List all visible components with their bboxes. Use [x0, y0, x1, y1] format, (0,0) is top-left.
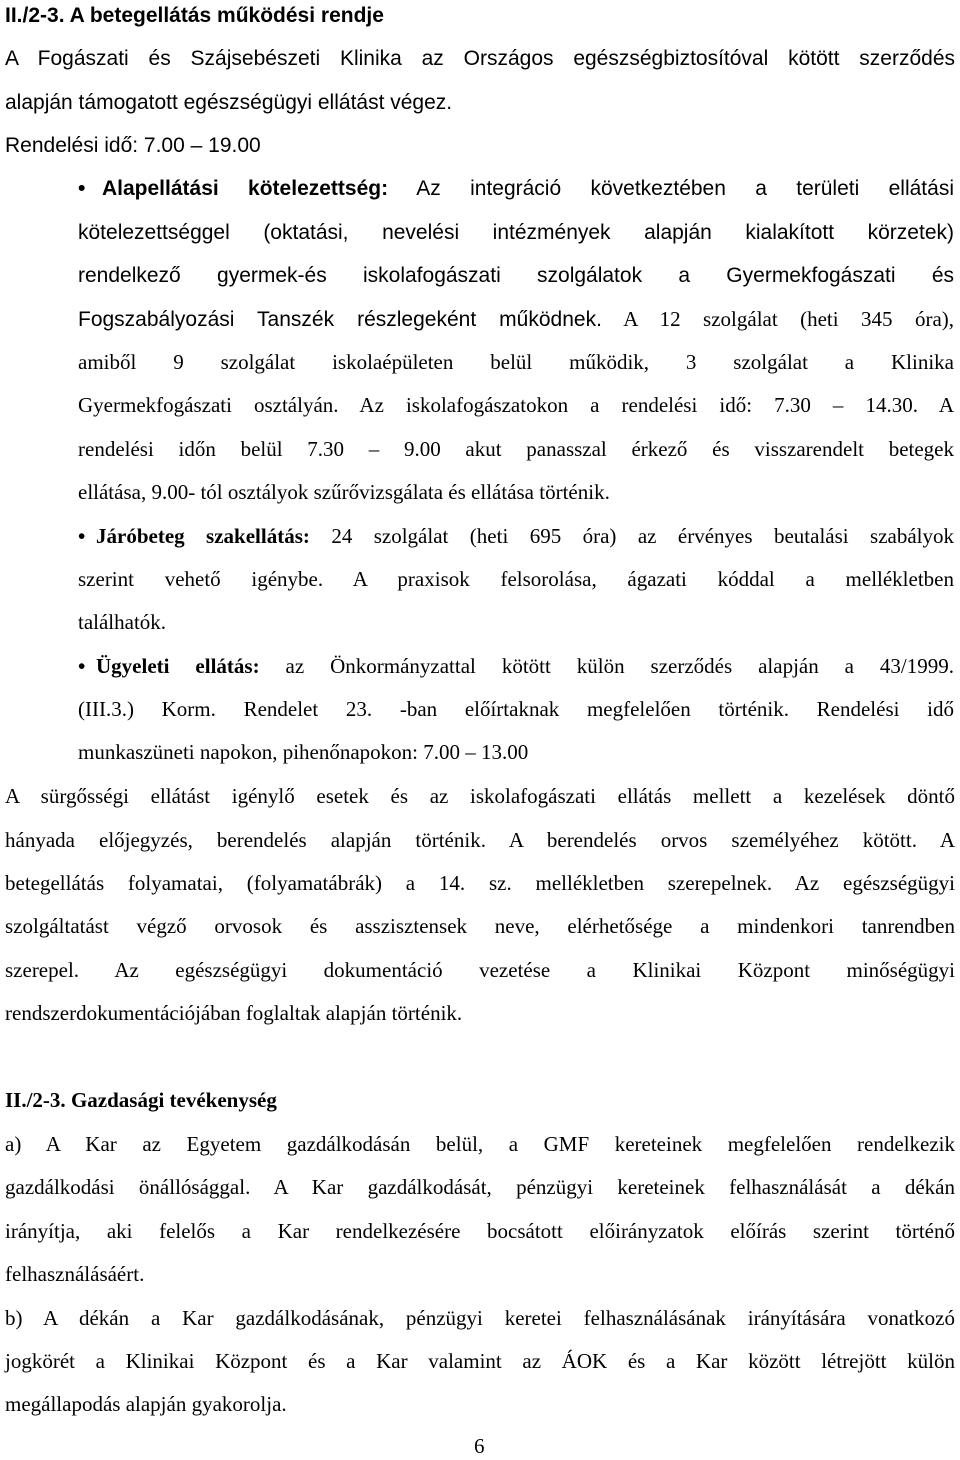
paragraph-line: betegellátás folyamatai, (folyamatábrák) a 14. sz. mellékletben szerepelnek. Az egészségügyi — [5, 871, 955, 895]
bullet-line: szerint vehető igénybe. A praxisok felsorolása, ágazati kóddal a mellékletben — [78, 567, 954, 591]
bullet-label: Ügyeleti ellátás: — [96, 654, 260, 678]
bullet-text: Az integráció következtében a területi ellátási — [416, 177, 954, 200]
bullet-icon: • — [78, 654, 86, 678]
paragraph-line: irányítja, aki felelős a Kar rendelkezésére bocsátott előirányzatok előírás szerint történő — [5, 1219, 955, 1243]
opening-hours: Rendelési idő: 7.00 – 19.00 — [5, 134, 261, 157]
bullet-line — [78, 307, 954, 333]
section-number: II./2-3. — [5, 4, 65, 27]
bullet-line: Gyermekfogászati osztályán. Az iskolafogászatokon a rendelési idő: 7.30 – 14.30. A — [78, 393, 954, 417]
paragraph-line: megállapodás alapján gyakorolja. — [5, 1392, 287, 1416]
bullet-text: A 12 szolgálat (heti 345 óra), — [623, 307, 955, 331]
bullet-text: 24 szolgálat (heti 695 óra) az érvényes beutalási szabályok — [331, 524, 954, 548]
bullet-line: (III.3.) Korm. Rendelet 23. -ban előírtaknak megfelelően történik. Rendelési idő — [78, 697, 954, 721]
bullet-line: rendelkező gyermek-és iskolafogászati szolgálatok a Gyermekfogászati és — [78, 264, 954, 287]
paragraph-line: szolgáltatást végző orvosok és asszisztensek neve, elérhetősége a mindenkori tanrendben — [5, 914, 955, 938]
bullet-line — [96, 524, 954, 550]
bullet-line — [96, 654, 954, 680]
bullet-icon: • — [78, 524, 86, 548]
bullet-line: kötelezettséggel (oktatási, nevelési intézmények alapján kialakított körzetek) — [78, 221, 954, 244]
paragraph-line: a) A Kar az Egyetem gazdálkodásán belül, a GMF kereteinek megfelelően rendelkezik — [5, 1132, 955, 1156]
paragraph-line: rendszerdokumentációjában foglaltak alapján történik. — [5, 1001, 463, 1025]
bullet-line: amiből 9 szolgálat iskolaépületen belül működik, 3 szolgálat a Klinika — [78, 350, 954, 374]
bullet-line: ellátása, 9.00- tól osztályok szűrővizsgálata és ellátása történik. — [78, 480, 610, 504]
paragraph-line: b) A dékán a Kar gazdálkodásának, pénzügyi keretei felhasználásának irányítására vonatkozó — [5, 1306, 955, 1330]
bullet-label: Járóbeteg szakellátás: — [96, 524, 310, 548]
paragraph-line: hányada előjegyzés, berendelés alapján történik. A berendelés orvos személyéhez kötött. A — [5, 828, 955, 852]
bullet-text: Fogszabályozási Tanszék részlegeként működnek. — [78, 308, 602, 331]
paragraph-line: A sürgősségi ellátást igénylő esetek és az iskolafogászati ellátás mellett a kezelések döntő — [5, 784, 955, 808]
bullet-line: találhatók. — [78, 610, 167, 634]
section-heading — [5, 4, 384, 30]
bullet-line: rendelési időn belül 7.30 – 9.00 akut panasszal érkező és visszarendelt betegek — [78, 437, 954, 461]
section-title: Gazdasági tevékenység — [70, 1088, 277, 1112]
paragraph-line: szerepel. Az egészségügyi dokumentáció vezetése a Klinikai Központ minőségügyi — [5, 958, 955, 982]
intro-line: alapján támogatott egészségügyi ellátást végez. — [5, 91, 453, 114]
bullet-label: Alapellátási kötelezettség: — [102, 177, 389, 200]
intro-line: A Fogászati és Szájsebészeti Klinika az Országos egészségbiztosítóval kötött szerződés — [5, 47, 955, 70]
bullet-text: az Önkormányzattal kötött külön szerződés alapján a 43/1999. — [285, 654, 955, 678]
section-heading — [5, 1088, 277, 1114]
bullet-line: munkaszüneti napokon, pihenőnapokon: 7.00 – 13.00 — [78, 740, 529, 764]
paragraph-line: jogkörét a Klinikai Központ és a Kar valamint az ÁOK és a Kar között létrejött külön — [5, 1349, 955, 1373]
page-number: 6 — [474, 1434, 485, 1458]
paragraph-line: gazdálkodási önállósággal. A Kar gazdálkodását, pénzügyi kereteinek felhasználását a dékán — [5, 1175, 955, 1199]
paragraph-line: felhasználásáért. — [5, 1262, 145, 1286]
section-number: II./2-3. — [5, 1088, 66, 1112]
bullet-line — [102, 177, 954, 203]
bullet-icon: • — [78, 177, 86, 200]
section-title: A betegellátás működési rendje — [69, 4, 384, 27]
